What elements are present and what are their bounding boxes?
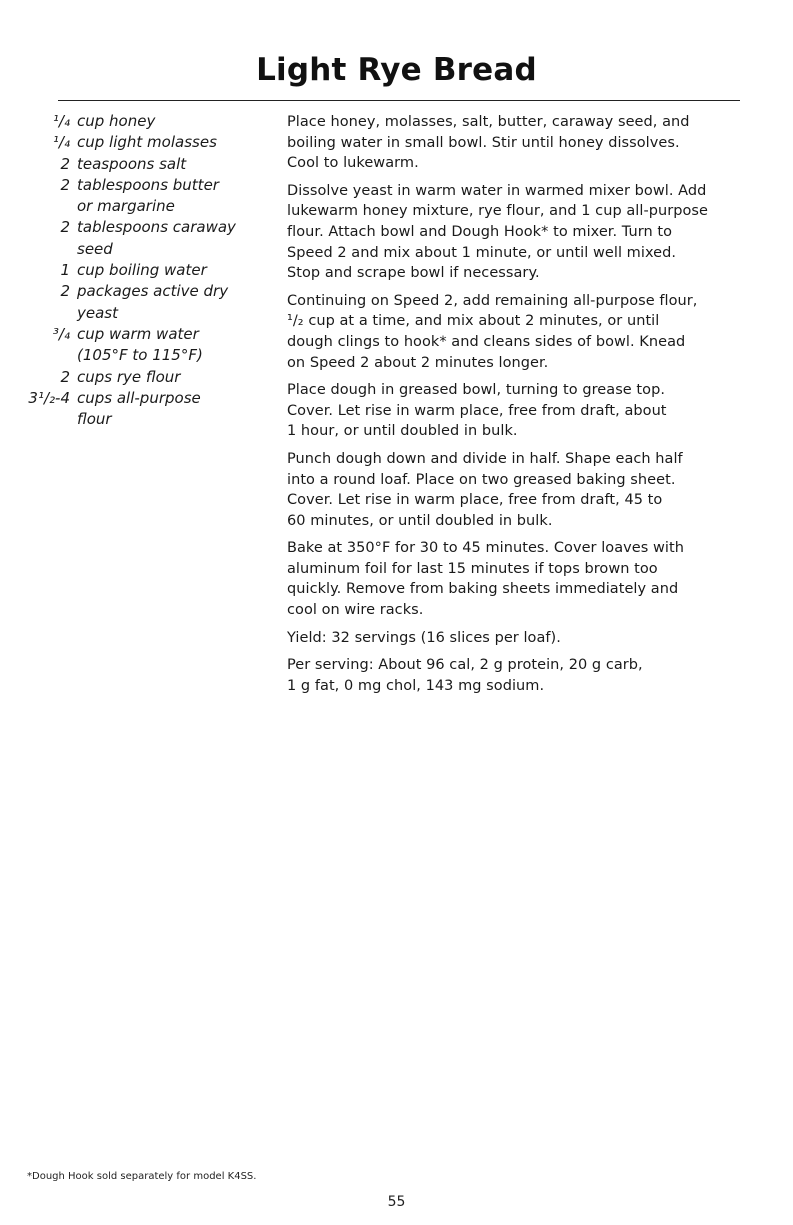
ingredient-quantity: 3¹/₂-4: [28, 388, 70, 407]
ingredient-item: [0, 260, 280, 281]
ingredient-item: [0, 324, 280, 367]
title-divider: [58, 100, 740, 101]
ingredient-quantity: 2: [60, 218, 70, 237]
ingredient-item: [0, 111, 280, 132]
footnote: *Dough Hook sold separately for model K4SS.: [27, 1171, 257, 1182]
direction-paragraph: Continuing on Speed 2, add remaining all-purpose flour, ¹/₂ cup at a time, and mix about 2 minutes, or until dough clings to hook* and cleans sides of bowl. Knead on Speed 2 about 2 minutes longer.: [287, 292, 698, 371]
ingredient-description: cups all-purpose flour: [77, 388, 201, 429]
yield-paragraph: Yield: 32 servings (16 slices per loaf).: [287, 629, 561, 646]
ingredient-quantity: 1: [60, 261, 70, 280]
ingredient-quantity: 2: [60, 282, 70, 301]
ingredient-item: [0, 132, 280, 153]
ingredient-item: [0, 388, 280, 431]
nutrition-paragraph: Per serving: About 96 cal, 2 g protein, 20 g carb, 1 g fat, 0 mg chol, 143 mg sodium.: [287, 657, 643, 694]
ingredient-item: [0, 175, 280, 218]
ingredient-description: cup light molasses: [77, 133, 217, 152]
ingredient-description: tablespoons butter or margarine: [77, 175, 219, 216]
directions: [287, 112, 747, 703]
ingredient-quantity: ³/₄: [52, 324, 70, 343]
ingredient-quantity: ¹/₄: [52, 112, 70, 130]
ingredient-item: [0, 367, 280, 388]
ingredient-description: teaspoons salt: [77, 154, 187, 173]
ingredient-item: [0, 154, 280, 175]
direction-paragraph: Bake at 350°F for 30 to 45 minutes. Cover loaves with aluminum foil for last 15 minutes if tops brown too quickly. Remove from baking sheets immediately and cool on wire racks.: [287, 540, 684, 619]
direction-paragraph: Punch dough down and divide in half. Shape each half into a round loaf. Place on two greased baking sheet. Cover. Let rise in warm place, free from draft, 45 to 60 minutes, or until doubled in bulk.: [287, 450, 683, 529]
ingredient-description: cup boiling water: [77, 261, 207, 280]
ingredient-item: [0, 217, 280, 260]
ingredient-item: [0, 281, 280, 324]
ingredient-quantity: 2: [60, 367, 70, 386]
ingredient-description: tablespoons caraway seed: [77, 218, 236, 258]
ingredient-description: packages active dry yeast: [77, 282, 229, 322]
ingredient-description: cups rye flour: [77, 367, 181, 386]
page-title: Light Rye Bread: [256, 52, 537, 88]
direction-paragraph: Place honey, molasses, salt, butter, caraway seed, and boiling water in small bowl. Stir until honey dissolves. Cool to lukewarm.: [287, 114, 690, 172]
ingredient-description: cup warm water (105°F to 115°F): [77, 324, 203, 365]
ingredient-quantity: 2: [60, 154, 70, 173]
ingredient-quantity: ¹/₄: [52, 133, 70, 152]
direction-paragraph: Place dough in greased bowl, turning to grease top. Cover. Let rise in warm place, free from draft, about 1 hour, or until doubled in bulk.: [287, 382, 667, 440]
direction-paragraph: Dissolve yeast in warm water in warmed mixer bowl. Add lukewarm honey mixture, rye flour, and 1 cup all-purpose flour. Attach bowl and Dough Hook* to mixer. Turn to Speed 2 and mix about 1 minute, or until well mixed. Stop and scrape bowl if necessary.: [287, 182, 708, 282]
ingredient-list: [0, 111, 280, 430]
page-number: 55: [387, 1194, 406, 1210]
ingredient-quantity: 2: [60, 175, 70, 194]
ingredient-description: cup honey: [77, 112, 156, 130]
